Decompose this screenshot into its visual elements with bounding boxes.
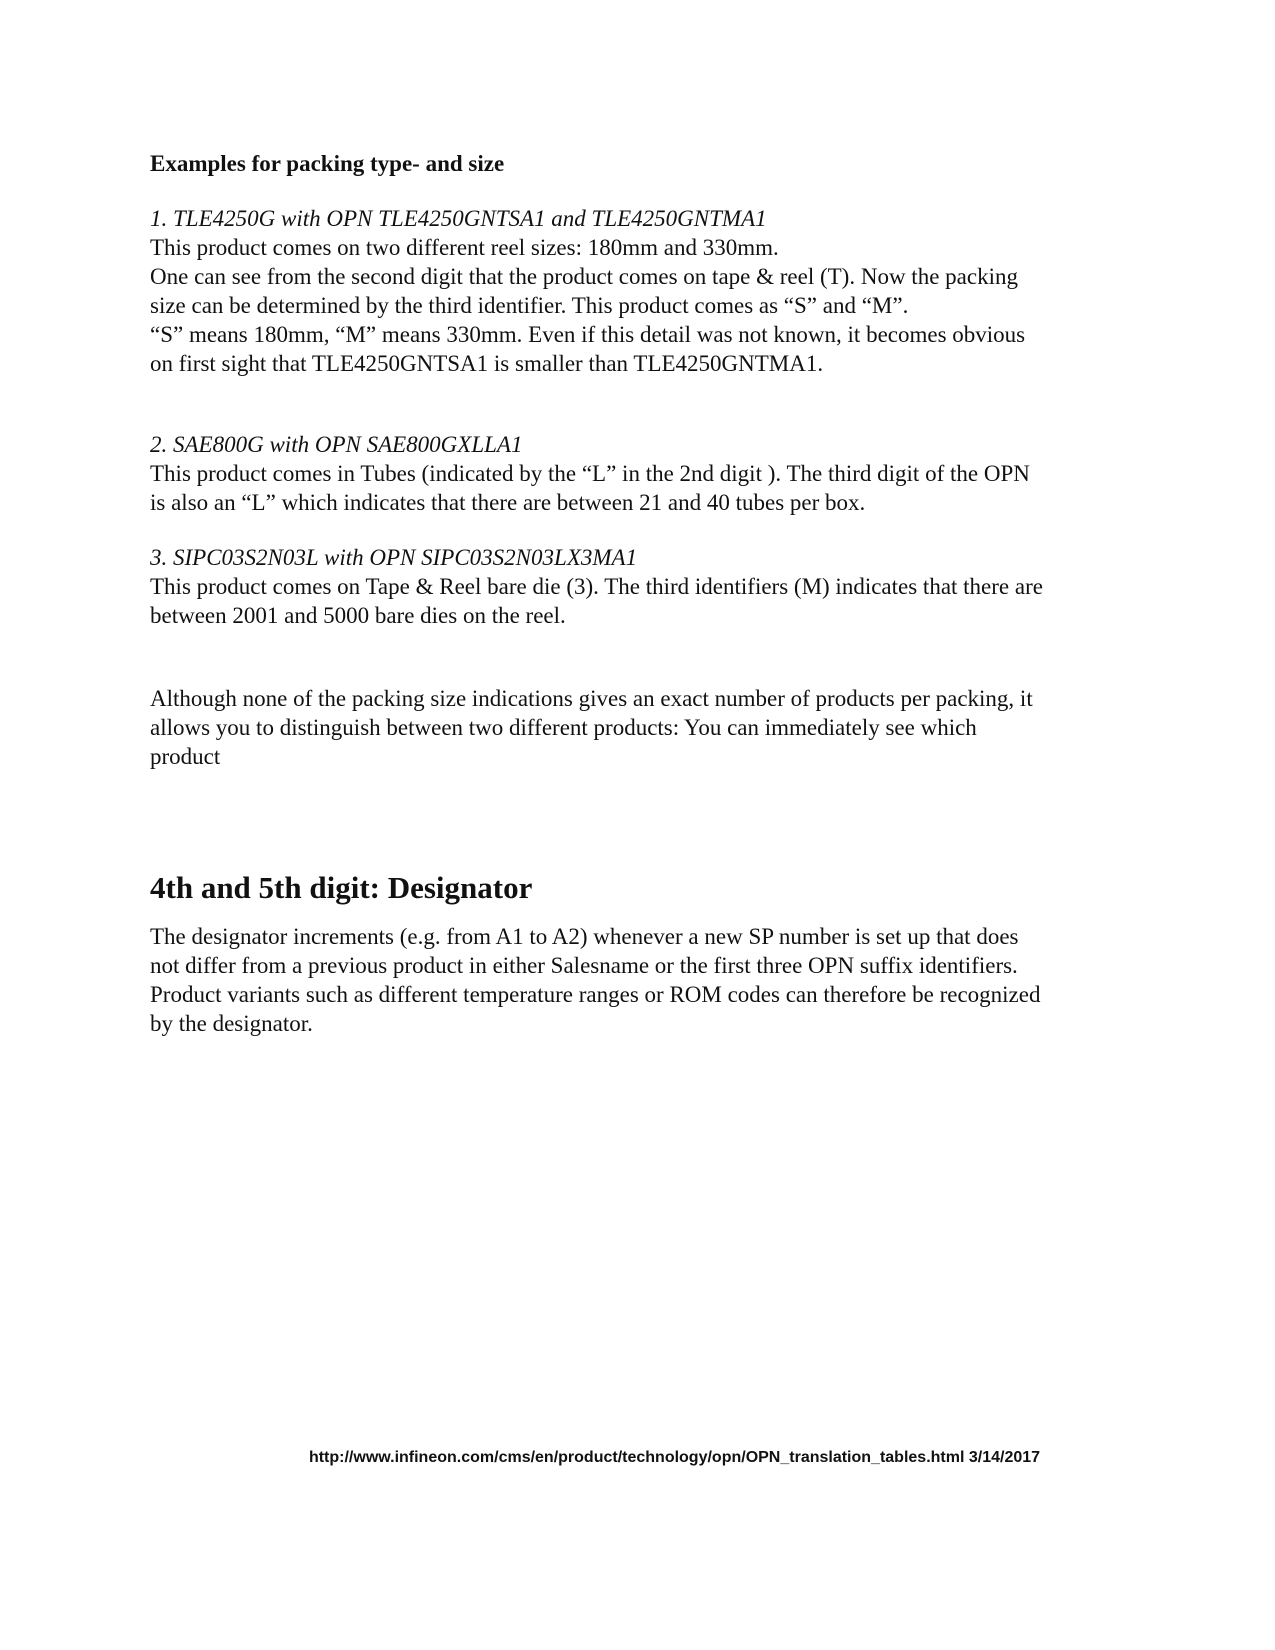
- example-1: [150, 204, 1135, 378]
- designator-line-4: by the designator.: [150, 1011, 313, 1036]
- examples-heading: Examples for packing type- and size: [150, 151, 505, 176]
- example-3-title: 3. SIPC03S2N03L with OPN SIPC03S2N03LX3MA1: [150, 545, 638, 570]
- designator-line-1: The designator increments (e.g. from A1 to A2) whenever a new SP number is set up that does: [150, 924, 1019, 949]
- example-3-line-1: This product comes on Tape & Reel bare die (3). The third identifiers (M) indicates that there are: [150, 574, 1043, 599]
- example-1-title: 1. TLE4250G with OPN TLE4250GNTSA1 and TLE4250GNTMA1: [150, 206, 767, 231]
- example-3-line-2: between 2001 and 5000 bare dies on the reel.: [150, 603, 566, 628]
- designator-heading: 4th and 5th digit: Designator: [150, 870, 533, 905]
- designator-paragraph: [150, 922, 1135, 1038]
- example-1-line-5: on first sight that TLE4250GNTSA1 is smaller than TLE4250GNTMA1.: [150, 351, 824, 376]
- example-2-title: 2. SAE800G with OPN SAE800GXLLA1: [150, 432, 523, 457]
- footer-url: http://www.infineon.com/cms/en/product/technology/opn/OPN_translation_tables.html 3/14/2017: [308, 1449, 1041, 1466]
- example-3: [150, 543, 1135, 630]
- designator-line-2: not differ from a previous product in either Salesname or the first three OPN suffix identifiers.: [150, 953, 1018, 978]
- summary-paragraph: [150, 684, 1135, 771]
- designator-line-3: Product variants such as different temperature ranges or ROM codes can therefore be recognized: [150, 982, 1041, 1007]
- example-1-line-2: One can see from the second digit that the product comes on tape & reel (T). Now the packing: [150, 264, 1018, 289]
- example-2: [150, 430, 1135, 517]
- example-1-line-1: This product comes on two different reel sizes: 180mm and 330mm.: [150, 235, 779, 260]
- summary-line-1: Although none of the packing size indications gives an exact number of products per packing, it: [150, 686, 1033, 711]
- summary-line-3: product: [150, 744, 221, 769]
- example-1-line-4: “S” means 180mm, “M” means 330mm. Even if this detail was not known, it becomes obvious: [150, 322, 1026, 347]
- summary-line-2: allows you to distinguish between two different products: You can immediately see which: [150, 715, 977, 740]
- example-2-line-2: is also an “L” which indicates that there are between 21 and 40 tubes per box.: [150, 490, 866, 515]
- example-2-line-1: This product comes in Tubes (indicated by the “L” in the 2nd digit ). The third digit of the OPN: [150, 461, 1030, 486]
- example-1-line-3: size can be determined by the third identifier. This product comes as “S” and “M”.: [150, 293, 909, 318]
